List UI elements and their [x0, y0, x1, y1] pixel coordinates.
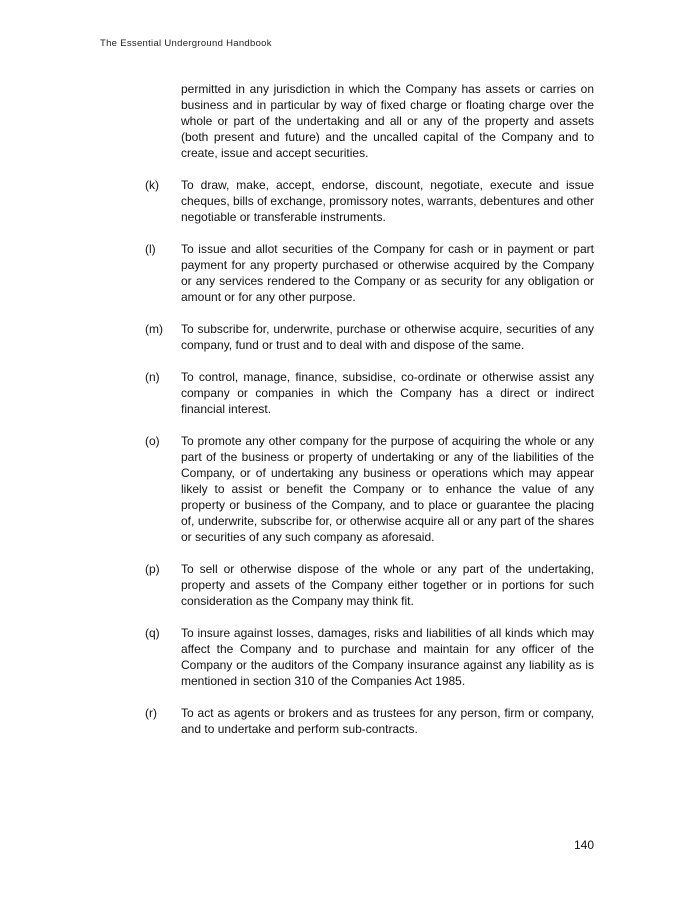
- item-label: [145, 81, 181, 161]
- item-label: (r): [145, 706, 157, 720]
- item-text: To control, manage, finance, subsidise, co-ordinate or otherwise assist any company or companies in which the Company has a direct or indirect financial interest.: [181, 370, 594, 416]
- page-number: 140: [573, 838, 594, 852]
- list-item: [145, 561, 594, 609]
- list-item: [145, 625, 594, 689]
- list-item: [145, 241, 594, 305]
- item-text: To subscribe for, underwrite, purchase or otherwise acquire, securities of any company, fund or trust and to deal with and dispose of the same.: [181, 322, 594, 352]
- list-item: [145, 433, 594, 545]
- item-text: To draw, make, accept, endorse, discount, negotiate, execute and issue cheques, bills of exchange, promissory notes, warrants, debentures and other negotiable or transferable instruments.: [181, 178, 594, 224]
- list-item: [145, 369, 594, 417]
- list-item: [145, 177, 594, 225]
- item-text: To sell or otherwise dispose of the whole or any part of the undertaking, property and assets of the Company either together or in portions for such consideration as the Company may think fit.: [181, 562, 594, 608]
- item-text: To act as agents or brokers and as trustees for any person, firm or company, and to undertake and perform sub-contracts.: [181, 706, 594, 736]
- list-item: [145, 321, 594, 353]
- item-label: (k): [145, 178, 159, 192]
- list-item: [145, 81, 594, 161]
- item-label: (n): [145, 370, 160, 384]
- item-label: (m): [145, 322, 163, 336]
- item-text: To promote any other company for the purpose of acquiring the whole or any part of the business or property of undertaking or any of the liabilities of the Company, or of undertaking any business or operations which may appear likely to assist or benefit the Company or to enhance the value of any property or business of the Company, and to place or guarantee the placing of, underwrite, subscribe for, or otherwise acquire all or any part of the shares or securities of any such company as aforesaid.: [181, 434, 594, 544]
- item-label: (q): [145, 626, 160, 640]
- item-label: (o): [145, 434, 160, 448]
- item-label: (l): [145, 242, 156, 256]
- page-body: [145, 81, 594, 753]
- item-text: To insure against losses, damages, risks and liabilities of all kinds which may affect the Company and to purchase and maintain for any officer of the Company or the auditors of the Company insurance against any liability as is mentioned in section 310 of the Companies Act 1985.: [181, 626, 594, 688]
- item-text: To issue and allot securities of the Company for cash or in payment or part payment for any property purchased or otherwise acquired by the Company or any services rendered to the Company or as security for any obligation or amount or for any other purpose.: [181, 242, 594, 304]
- running-header: The Essential Underground Handbook: [100, 38, 272, 49]
- item-text: permitted in any jurisdiction in which the Company has assets or carries on business and in particular by way of fixed charge or floating charge over the whole or part of the undertaking and all or any of the property and assets (both present and future) and the uncalled capital of the Company and to create, issue and accept securities.: [181, 82, 594, 160]
- item-label: (p): [145, 562, 160, 576]
- list-item: [145, 705, 594, 737]
